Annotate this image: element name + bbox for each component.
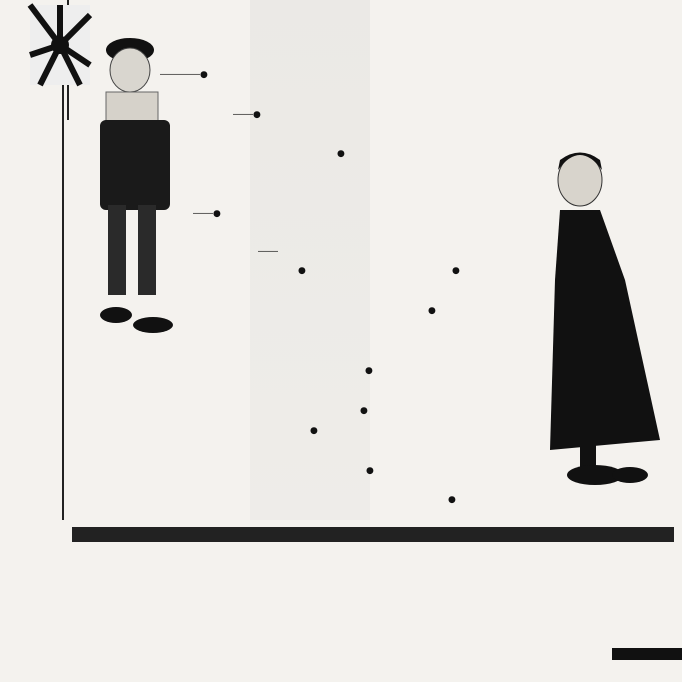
toc-entry-3-sub: ● (337, 149, 345, 159)
boy-photo (88, 20, 198, 340)
toc-entry-4-sub: ――● (193, 208, 221, 219)
girl-photo (540, 140, 665, 500)
toc-entry-9-sub: ● (360, 406, 368, 416)
toc-entry-7-credit: ● (428, 306, 436, 316)
toc-entry-1-sub: ――――● (160, 69, 208, 80)
toc-entry-6-credit: ● (452, 266, 460, 276)
panorama-header (72, 531, 78, 545)
toc-entry-11-credit: ● (448, 495, 456, 505)
panorama-header-bar (72, 527, 674, 542)
toc-entry-9-credit: ● (310, 426, 318, 436)
toc-entry-10-credit: ● (366, 466, 374, 476)
toc-entry-8-credit: ● (365, 366, 373, 376)
corner-block (612, 648, 682, 660)
toc-entry-5-sub: ―― (258, 246, 278, 257)
toc-entry-2-sub: ――● (233, 109, 261, 120)
background-texture (250, 0, 370, 520)
rising-sun-flag-image (20, 0, 95, 120)
toc-entry-5-credit: ● (298, 266, 306, 276)
